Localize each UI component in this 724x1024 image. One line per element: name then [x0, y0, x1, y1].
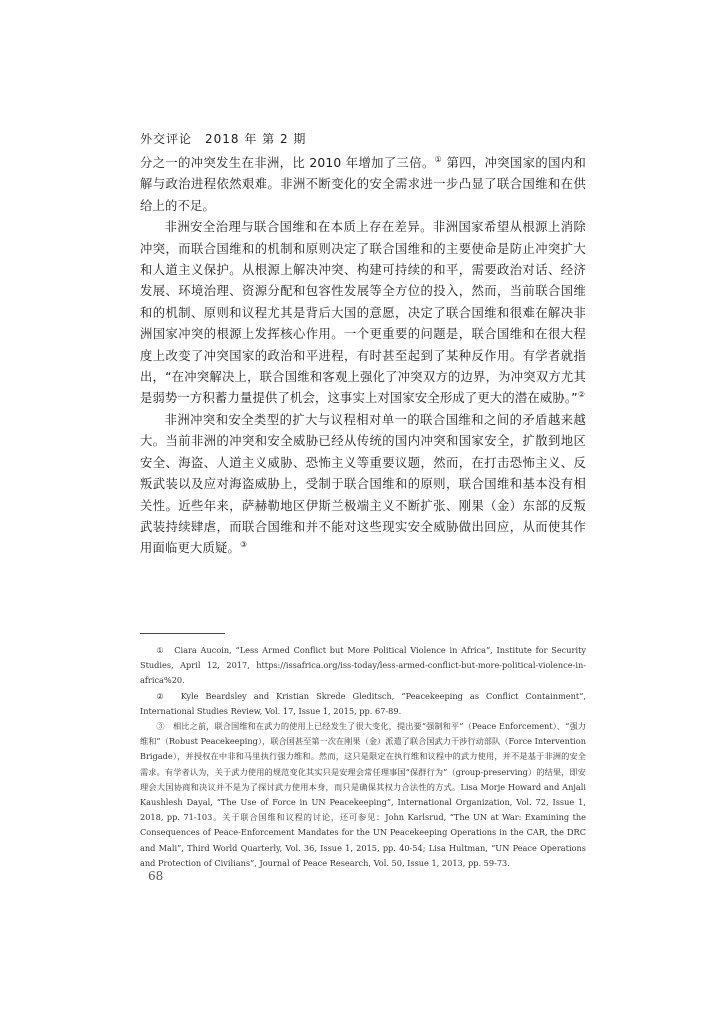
paragraph-3: [140, 410, 586, 560]
footnotes: [140, 643, 586, 871]
body-text: [140, 153, 586, 560]
paragraph-3-text: 非洲冲突和安全类型的扩大与议程相对单一的联合国维和之间的矛盾越来越大。当前非洲的冲突和安全威胁已经从传统的国内冲突和国家安全，扩散到地区安全、海盗、人道主义威胁、恐怖主义等重要议题，然而，在打击恐怖主义、反叛武装以及应对海盗威胁上，受制于联合国维和的原则，联合国维和基本没有相关性。近些年来，萨赫勒地区伊斯兰极端主义不断扩张、刚果（金）东部的反叛武装持续肆虐，而联合国维和并不能对这些现实安全威胁做出回应，从而使其作用面临更大质疑。: [140, 412, 586, 556]
footnote-1: ① Ciara Aucoin, “Less Armed Conflict but More Political Violence in Africa”, Institute for Security Studies, April 12, 2017, https://issafrica.org/iss-today/less-armed-conflict-but-more-political-violence-in-africa%20.: [140, 645, 586, 686]
footnote-ref-1[interactable]: ①: [434, 155, 443, 164]
footnote-ref-3[interactable]: ③: [239, 540, 248, 550]
footnote-ref-2[interactable]: ②: [577, 390, 586, 400]
page-number: 68: [148, 869, 164, 883]
paragraph-2: [140, 217, 586, 410]
paragraph-1-text: 分之一的冲突发生在非洲，比 2010 年增加了三倍。: [140, 156, 435, 170]
paragraph-1-tail: 第四，冲突国家的国内和解与政治进程依然艰难。非洲不断变化的安全需求进一步凸显了联合国维和在供给上的不足。: [140, 156, 586, 213]
running-header: 外交评论 2018 年 第 2 期: [140, 132, 307, 146]
footnote-2: ② Kyle Beardsley and Kristian Skrede Gleditsch, “Peacekeeping as Conflict Containment”, International Studies Review, Vol. 17, Issue 1, 2015, pp. 67-89.: [140, 690, 586, 716]
paragraph-1: [140, 153, 586, 217]
paragraph-2-text: 非洲安全治理与联合国维和在本质上存在差异。非洲国家希望从根源上消除冲突，而联合国维和的机制和原则决定了联合国维和的主要使命是防止冲突扩大和人道主义保护。从根源上解决冲突、构建可持续的和平，需要政治对话、经济发展、环境治理、资源分配和包容性发展等全方位的投入，然而，当前联合国维和的机制、原则和议程尤其是背后大国的意愿，决定了联合国维和很难在解决非洲国家冲突的根源上发挥核心作用。一个更重要的问题是，联合国维和在很大程度上改变了冲突国家的政治和平进程，有时甚至起到了某种反作用。有学者就指出，“在冲突解决上，联合国维和客观上强化了冲突双方的边界，为冲突双方尤其是弱势一方积蓄力量提供了机会，这事实上对国家安全形成了更大的潜在威胁。”: [140, 220, 586, 406]
footnote-3: ③ 相比之前，联合国维和在武力的使用上已经发生了很大变化，提出要“强制和平”（Peace Enforcement）、“强力维和”（Robust Peacekeeping），联合国甚至第一次在刚果（金）派遣了联合国武力干涉行动部队（Force Intervention Brigade），并授权在中非和马里执行强力维和。然而，这只是限定在执行维和议程中的武力使用，并不是基于非洲的安全需求。有学者认为，关于武力使用的规范变化其实只是安理会常任理事国“保群行为”（group-preserving）的结果，即安理会大国协商和决议并不是为了探讨武力使用本身，而只是确保其权力合法性的方式。Lisa Morje Howard and Anjali Kaushlesh Dayal, “The Use of Force in UN Peacekeeping”, International Organization, Vol. 72, Issue 1, 2018, pp. 71-103。关于联合国维和议程的讨论，还可参见：John Karlsrud, “The UN at War: Examining the Consequences of Peace-Enforcement Mandates for the UN Peacekeeping Operations in the CAR, the DRC and Mali”, Third World Quarterly, Vol. 36, Issue 1, 2015, pp. 40-54; Lisa Hultman, “UN Peace Operations and Protection of Civilians”, Journal of Peace Research, Vol. 50, Issue 1, 2013, pp. 59-73.: [140, 721, 586, 868]
footnote-divider: [140, 633, 225, 634]
